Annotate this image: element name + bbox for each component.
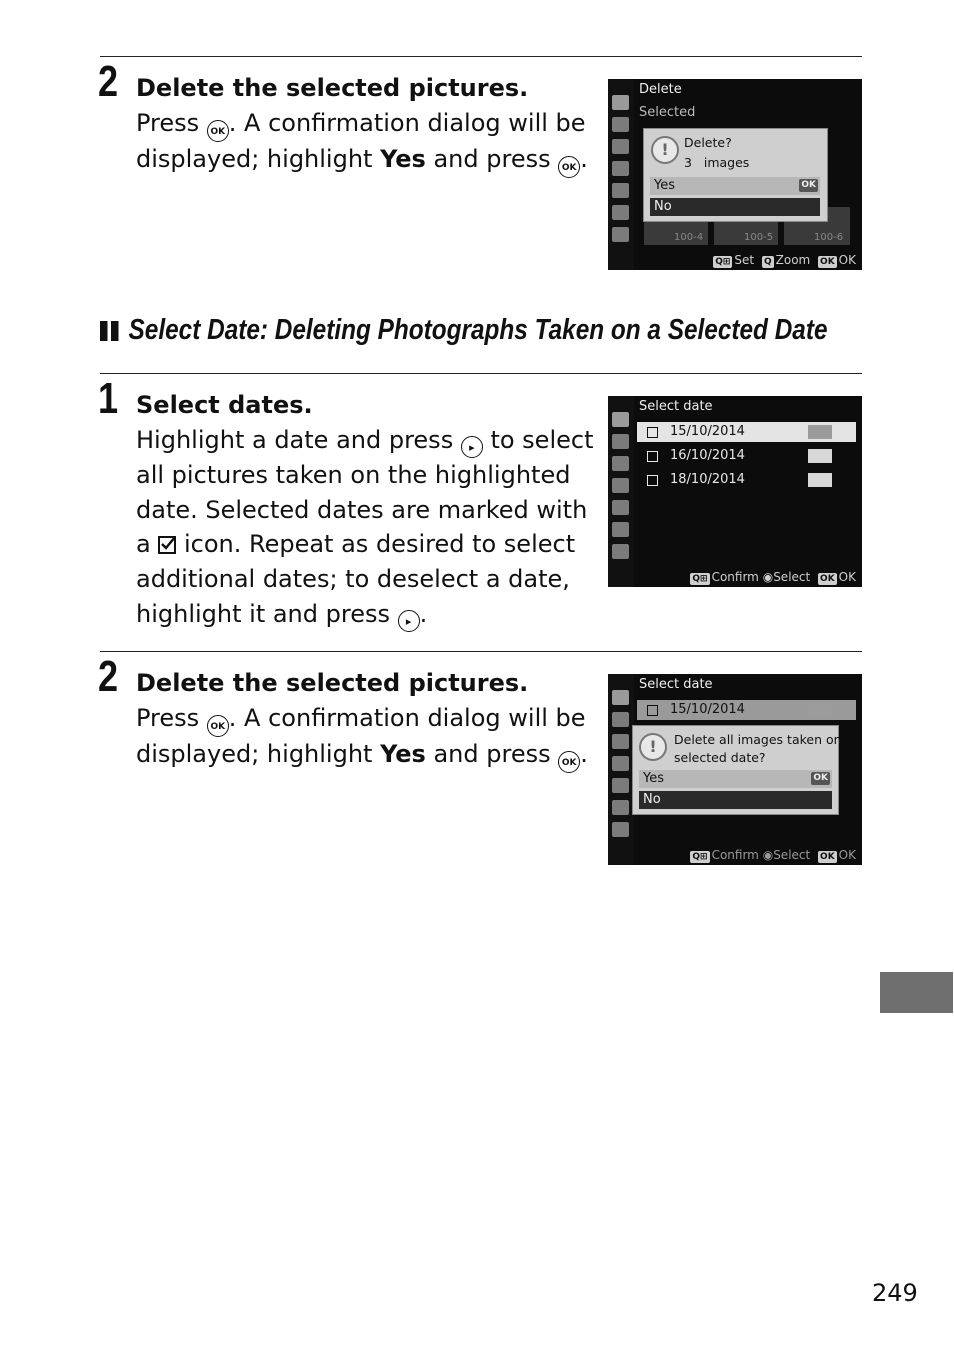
chapter-tab [880,972,953,1013]
dialog-line: selected date? [674,750,766,765]
pencil-icon [612,478,629,493]
retouch-icon [612,800,629,815]
menu-icon-column [608,396,634,587]
date-label: 16/10/2014 [670,448,745,463]
text-fragment: Press [136,109,207,137]
step-title: Delete the selected pictures. [136,669,529,697]
camera-screen-select-date [608,396,862,587]
multi-selector-icon: ◉ [762,570,774,584]
text-fragment: and press [425,740,559,768]
menu-icon-column [608,674,634,865]
checkbox-checked-icon [647,705,658,716]
section-heading [100,312,828,348]
camera-screen-delete-selected [608,79,862,270]
option-no[interactable] [650,198,820,216]
text-line: all pictures taken on the highlighted [136,461,571,489]
text-fragment: . [580,740,588,768]
playback-icon [612,412,629,427]
screen-title: Delete [639,82,682,97]
footer-label: Select [773,570,811,584]
screen-title: Select date [639,677,713,692]
footer-key: OK [820,852,835,862]
date-row[interactable] [637,700,856,720]
date-label: 18/10/2014 [670,472,745,487]
recent-settings-icon [612,822,629,837]
text-fragment: to select [482,426,594,454]
footer-label: Confirm [711,848,759,862]
multi-selector-icon: ◉ [762,848,774,862]
option-yes-label: Yes [654,178,675,193]
screen-footer [686,848,856,863]
custom-settings-icon [612,139,629,154]
date-row[interactable] [637,470,856,490]
thumb-label: 100-5 [744,232,774,243]
footer-key: Q⊞ [692,852,708,862]
date-row[interactable] [637,422,856,442]
screen-footer [686,570,856,585]
dialog-count [684,154,749,171]
footer-label: Confirm [711,570,759,584]
section-bullet-icon [100,321,122,341]
bold-yes: Yes [380,740,426,768]
multi-selector-right-icon: ▸ [461,436,483,458]
custom-settings-icon [612,734,629,749]
pencil-icon [612,756,629,771]
retouch-icon [612,205,629,220]
multi-selector-right-icon: ▸ [398,610,420,632]
screen-footer [709,253,856,268]
footer-key: OK [820,574,835,584]
step-number: 1 [98,374,119,423]
footer-key: OK [820,257,835,267]
step-title: Delete the selected pictures. [136,74,529,102]
text-fragment: a [136,530,159,559]
dialog-title: Delete? [684,135,732,150]
bold-yes: Yes [380,145,426,173]
checkbox-icon [647,475,658,486]
footer-label: Zoom [775,253,811,267]
text-fragment: . [580,145,588,173]
text-fragment: and press [425,145,559,173]
thumbnail-icon [808,703,832,717]
checkbox-icon [647,427,658,438]
option-no-label: No [654,199,672,214]
footer-label: OK [838,570,856,584]
option-no[interactable] [639,791,832,809]
recent-settings-icon [612,227,629,242]
screen-subtitle: Selected [639,105,696,120]
ok-button-icon: OK [207,120,229,142]
footer-label: Select [773,848,811,862]
text-fragment: . [419,599,428,628]
thumbnail-icon [808,473,832,487]
text-fragment: . A confirmation dialog will be [228,109,586,137]
step-title: Select dates. [136,391,313,419]
text-fragment: icon. Repeat as desired to select [176,530,576,559]
wrench-icon [612,778,629,793]
dialog-line: Delete all images taken on [674,732,842,747]
ok-button-icon: OK [207,715,229,737]
footer-label: OK [838,848,856,862]
option-yes[interactable] [650,177,820,195]
date-label: 15/10/2014 [670,702,745,717]
step-body [136,701,596,773]
footer-label: OK [838,253,856,267]
checkbox-checked-icon [158,536,176,554]
footer-key: Q [763,257,772,267]
thumb-label: 100-6 [814,232,844,243]
option-yes[interactable] [639,770,832,788]
step-number: 2 [98,57,119,106]
step-body [136,423,596,632]
step-number: 2 [98,652,119,701]
text-line: date. Selected dates are marked with [136,495,588,524]
recent-settings-icon [612,544,629,559]
camera-icon [612,712,629,727]
thumb-label: 100-4 [674,232,704,243]
retouch-icon [612,522,629,537]
camera-icon [612,117,629,132]
camera-icon [612,434,629,449]
ok-button-icon: OK [558,156,580,178]
text-fragment: . A confirmation dialog will be [228,704,586,732]
image-count: 3 [684,155,692,170]
page-number: 249 [872,1279,918,1307]
step-rule [100,651,862,652]
screen-title: Select date [639,399,713,414]
footer-key: Q⊞ [692,574,708,584]
text-fragment: highlight it and press [136,599,398,628]
delete-dialog [643,128,828,222]
date-row[interactable] [637,446,856,466]
footer-key: Q⊞ [715,257,731,267]
text-line: additional dates; to deselect a date, [136,565,570,594]
section-heading-text: Select Date: Deleting Photographs Taken on a Selected Date [128,314,828,346]
warning-icon: ! [651,136,679,164]
custom-settings-icon [612,456,629,471]
wrench-icon [612,183,629,198]
ok-button-icon: OK [558,751,580,773]
ok-badge: OK [801,180,816,190]
text-fragment: Highlight a date and press [136,426,461,454]
camera-screen-confirm-date-delete [608,674,862,865]
wrench-icon [612,500,629,515]
playback-icon [612,690,629,705]
text-fragment: displayed; highlight [136,145,381,173]
option-no-label: No [643,792,661,807]
warning-icon: ! [639,733,667,761]
thumbnail-icon [808,449,832,463]
text-fragment: Press [136,704,207,732]
ok-badge: OK [813,773,828,783]
thumbnail-icon [808,425,832,439]
menu-icon-column [608,79,634,270]
footer-label: Set [734,253,755,267]
playback-icon [612,95,629,110]
option-yes-label: Yes [643,771,664,786]
pencil-icon [612,161,629,176]
confirm-dialog [632,725,842,815]
text-fragment: displayed; highlight [136,740,381,768]
section-rule [100,373,862,374]
top-rule [100,56,862,57]
step-body [136,106,596,178]
checkbox-icon [647,451,658,462]
date-label: 15/10/2014 [670,424,745,439]
image-unit: images [703,155,750,170]
